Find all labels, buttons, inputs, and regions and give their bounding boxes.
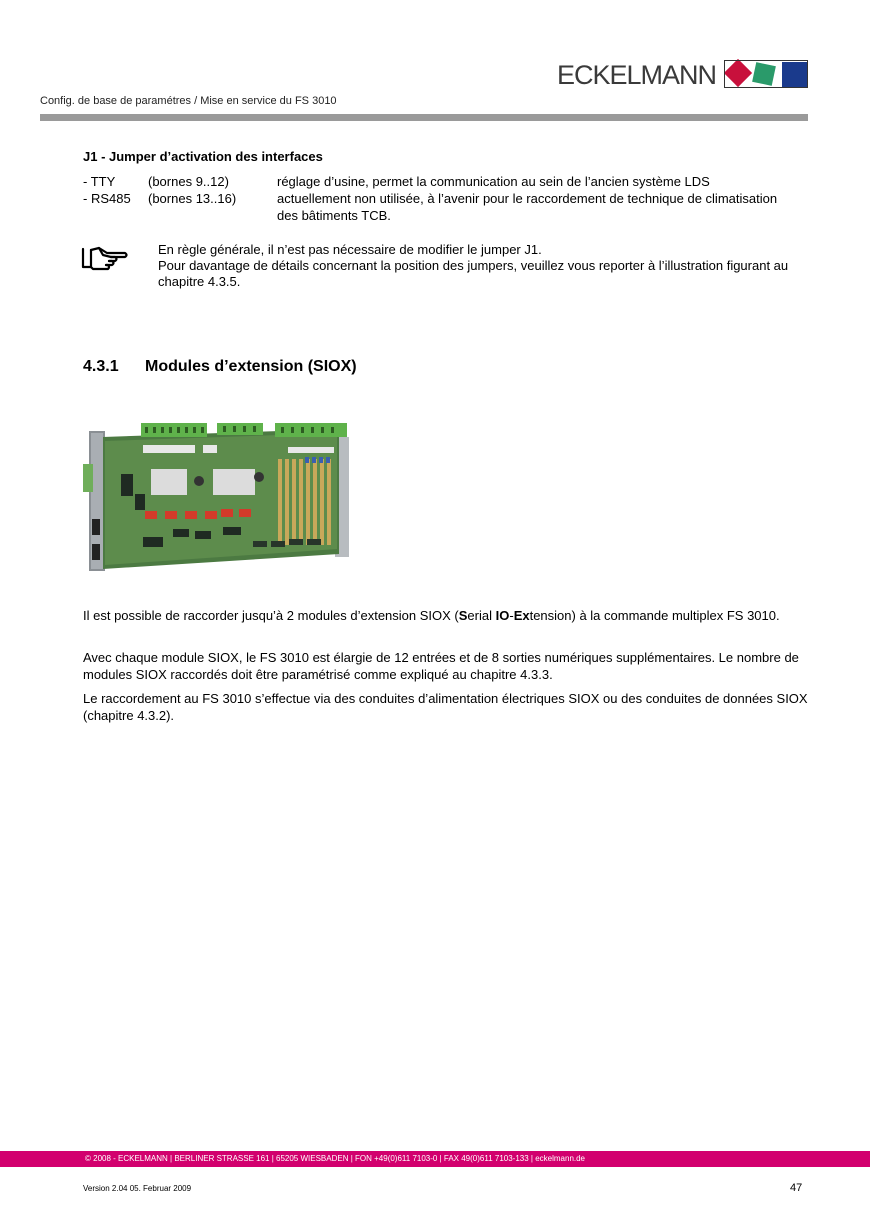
breadcrumb: Config. de base de paramétres / Mise en service du FS 3010 xyxy=(40,95,337,107)
text-run: tension) à la commande multiplex FS 3010. xyxy=(529,608,780,623)
section-heading xyxy=(83,358,357,376)
j1-heading: J1 - Jumper d’activation des interfaces xyxy=(83,149,323,164)
jumper-row-name: - RS485 xyxy=(83,191,131,206)
bold-run: S xyxy=(458,608,468,623)
note-line: En règle générale, il n’est pas nécessaire de modifier le jumper J1. xyxy=(158,242,542,257)
text-run: erial xyxy=(467,608,496,623)
jumper-row-name: - TTY xyxy=(83,174,116,189)
jumper-row-description: actuellement non utilisée, à l’avenir pour le raccordement de technique de climatisation des bâtiments TCB. xyxy=(277,191,778,223)
document-version: Version 2.04 05. Februar 2009 xyxy=(83,1184,192,1193)
paragraph-siox-intro xyxy=(83,607,808,624)
company-logo-text: ECKELMANN xyxy=(557,60,717,90)
note-line: Pour davantage de détails concernant la position des jumpers, veuillez vous reporter à l’illustration figurant au chapitre 4.3.5. xyxy=(158,258,789,289)
section-title: Modules d’extension (SIOX) xyxy=(145,358,357,375)
note-text xyxy=(158,242,798,290)
bold-run: IO xyxy=(495,608,510,623)
section-number: 4.3.1 xyxy=(83,358,119,375)
siox-module-photo xyxy=(83,419,353,579)
bold-run: Ex xyxy=(513,608,530,623)
header-rule xyxy=(40,114,808,121)
text-run: - xyxy=(509,608,514,623)
text-run: Il est possible de raccorder jusqu’à 2 modules d’extension SIOX ( xyxy=(83,608,459,623)
page-number: 47 xyxy=(790,1182,803,1194)
footer-address: © 2008 - ECKELMANN | BERLINER STRASSE 161 | 65205 WIESBADEN | FON +49(0)611 7103-0 | FAX 49(0)611 7103-133 | eckelmann.de xyxy=(85,1154,586,1163)
jumper-row-terminals: (bornes 13..16) xyxy=(148,191,237,206)
jumper-row-terminals: (bornes 9..12) xyxy=(148,174,229,189)
paragraph-siox-connection: Le raccordement au FS 3010 s’effectue via des conduites d’alimentation électriques SIOX ou des conduites de données SIOX (chapitre 4.3.2). xyxy=(83,691,808,723)
paragraph-siox-capacity: Avec chaque module SIOX, le FS 3010 est élargie de 12 entrées et de 8 sorties numériques supplémentaires. Le nombre de modules SIOX raccordés doit être paramétrisé comme expliqué au chapitre 4.3.3. xyxy=(83,650,799,682)
jumper-row-description: réglage d’usine, permet la communication au sein de l’ancien système LDS xyxy=(277,174,710,189)
pointing-hand-icon xyxy=(81,245,129,271)
company-logo-mark xyxy=(724,60,808,88)
